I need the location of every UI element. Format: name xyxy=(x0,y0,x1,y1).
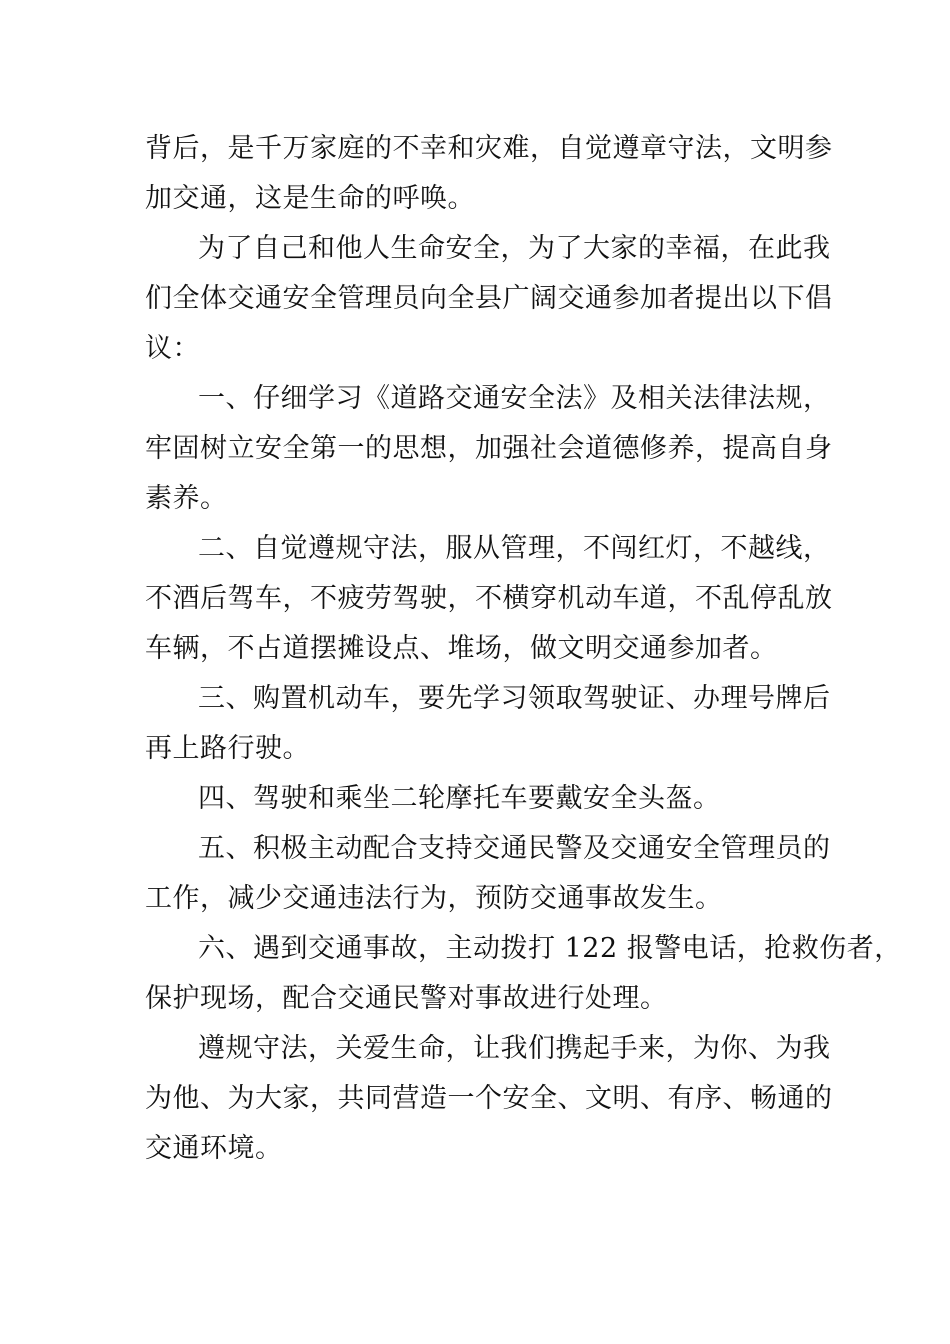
paragraph-line: 不酒后驾车，不疲劳驾驶，不横穿机动车道，不乱停乱放 xyxy=(145,583,833,614)
paragraph-line: 交通环境。 xyxy=(145,1133,283,1164)
paragraph-line: 牢固树立安全第一的思想，加强社会道德修养，提高自身 xyxy=(145,433,833,464)
paragraph-line: 背后，是千万家庭的不幸和灾难，自觉遵章守法，文明参 xyxy=(145,133,833,164)
paragraph-line: 素养。 xyxy=(145,483,228,514)
paragraph-line: 一、仔细学习《道路交通安全法》及相关法律法规， xyxy=(198,383,831,414)
paragraph-line: 为了自己和他人生命安全，为了大家的幸福，在此我 xyxy=(198,233,831,264)
paragraph-line: 工作，减少交通违法行为，预防交通事故发生。 xyxy=(145,883,723,914)
paragraph-line: 们全体交通安全管理员向全县广阔交通参加者提出以下倡 xyxy=(145,283,833,314)
paragraph-line: 车辆，不占道摆摊设点、堆场，做文明交通参加者。 xyxy=(145,633,778,664)
paragraph-line: 五、积极主动配合支持交通民警及交通安全管理员的 xyxy=(198,833,831,864)
paragraph-line: 议： xyxy=(145,333,200,364)
paragraph-line: 遵规守法，关爱生命，让我们携起手来，为你、为我 xyxy=(198,1033,831,1064)
paragraph-line: 四、驾驶和乘坐二轮摩托车要戴安全头盔。 xyxy=(198,783,721,814)
paragraph-line: 六、遇到交通事故，主动拨打 122 报警电话，抢救伤者， xyxy=(198,933,902,964)
paragraph-line: 三、购置机动车，要先学习领取驾驶证、办理号牌后 xyxy=(198,683,831,714)
paragraph-line: 加交通，这是生命的呼唤。 xyxy=(145,183,475,214)
paragraph-line: 保护现场，配合交通民警对事故进行处理。 xyxy=(145,983,668,1014)
paragraph-line: 二、自觉遵规守法，服从管理，不闯红灯，不越线， xyxy=(198,533,831,564)
paragraph-line: 再上路行驶。 xyxy=(145,733,310,764)
paragraph-line: 为他、为大家，共同营造一个安全、文明、有序、畅通的 xyxy=(145,1083,833,1114)
